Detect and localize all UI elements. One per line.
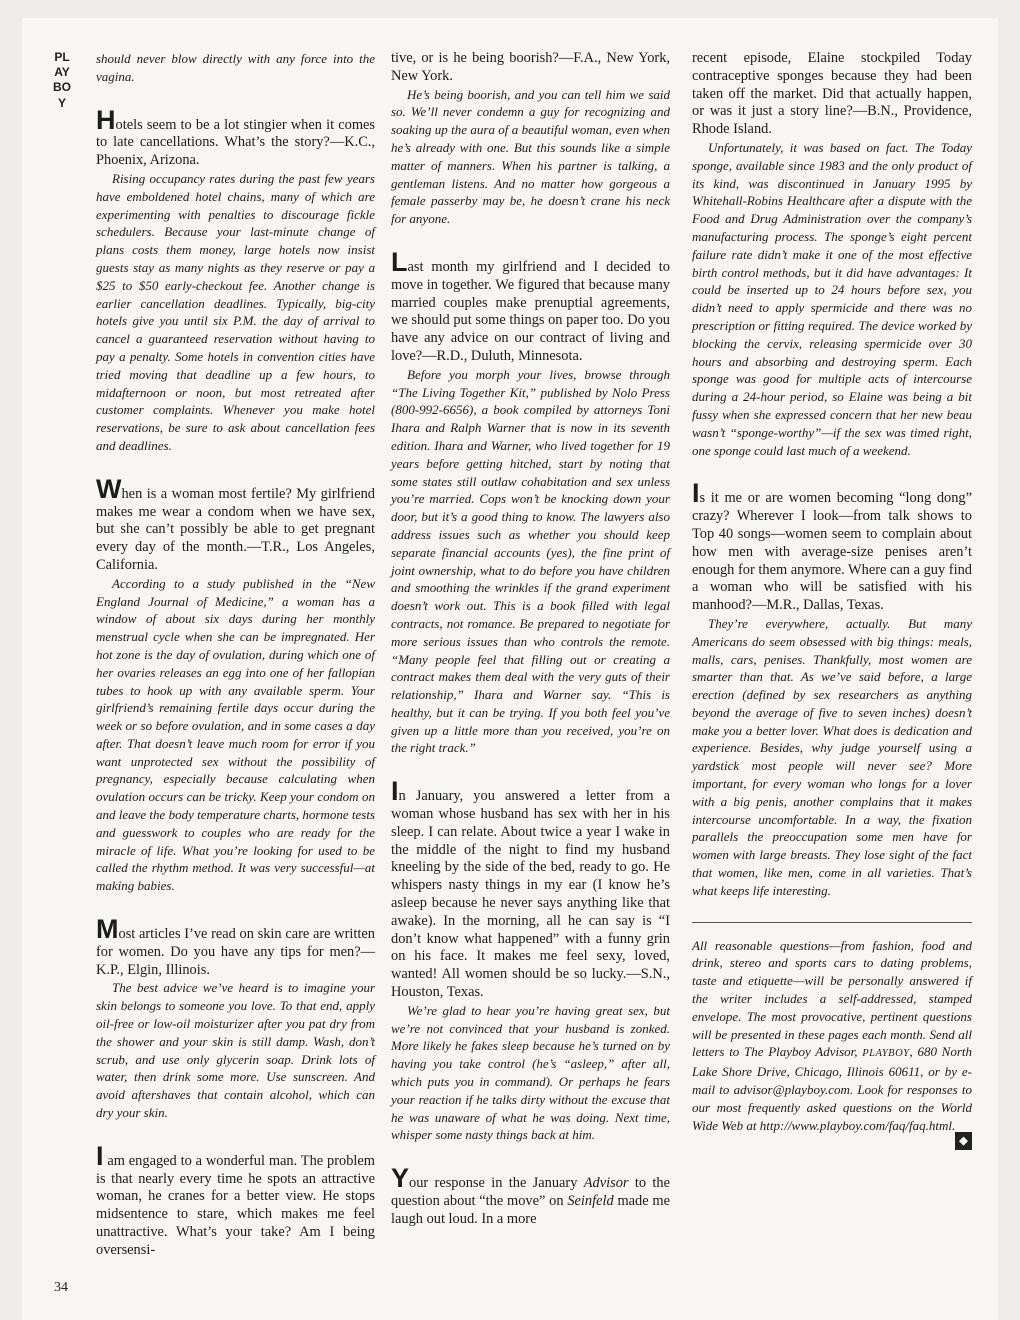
rabbit-head-logo-icon: ◆: [955, 1132, 972, 1150]
letter-engaged-continued: tive, or is he being boorish?—F.A., New York, New York.: [391, 50, 670, 84]
magazine-page: [22, 18, 998, 1320]
drop-cap: Y: [391, 1163, 410, 1194]
page-number: 34: [54, 1280, 68, 1295]
answer-long-dong: They’re everywhere, actually. But many Americans do seem obsessed with big things: meals, malls, cars, penises. Thankfully, most women are smarter than that. As we’ve said before, a large erection (defined by sex researchers as anything beyond the average of five to seven inches) doesn’t make you a better lover. What does is dedication and experience. Besides, why judge yourself using a yardstick most people will never see? More important, for every woman who longs for a lover with a big penis, another complains that it makes intercourse uncomfortable. In a way, the fixation parallels the preoccupation some men have for women with large breasts. They lose sight of the fact that women, like men, come in all varieties. That’s what keeps life interesting.: [692, 615, 972, 898]
answer-engaged: He’s being boorish, and you can tell him we said so. We’ll never condemn a guy for recognizing and soaking up the aura of a beautiful woman, even when he’s already with one. But this sounds like a simple matter of manners. When his partner is talking, a gentleman listens. And no matter how gorgeous a female passerby may be, he doesn’t crane his neck for anyone.: [391, 86, 670, 227]
letter-text-italic: Advisor: [583, 1175, 629, 1192]
letter-text: otels seem to be a lot stingier when it comes to late cancellations. What’s the story?—K.C., Phoenix, Arizona.: [96, 116, 375, 169]
letter-hotel: [96, 104, 375, 170]
letter-sleep-sex: [391, 776, 670, 1002]
letter-text-italic: Seinfeld: [567, 1193, 614, 1210]
drop-cap: I: [692, 478, 700, 509]
answer-fertile: According to a study published in the “New England Journal of Medicine,” a woman has a window of about six days during her monthly menstrual cycle when she can be impregnated. Her hot zone is the day of ovulation, during which one of her ovaries releases an egg into one of her fallopian tubes to hook up with any available sperm. Your girlfriend’s remaining fertile days occur during the week or so before ovulation, and in some cases a day after. That doesn’t leave much room for error if you want unprotected sex without the possibility of pregnancy, especially because calculating when ovulation occurs can be tricky. Keep your condom on and leave the body temperature charts, hormone tests and guesswork to couples who are ready for the miracle of life. What you’re looking for used to be called the rhythm method. It was very successful—at making babies.: [96, 575, 375, 894]
answer-sleep-sex: We’re glad to hear you’re having great sex, but we’re not convinced that your husband is zonked. More likely he fakes sleep because he’s turned on by having you take control (he’s “asleep,” after all, which puts you in command). Or perhaps he fears your reaction if he talks dirty without the excuse that he was unaware of what he was doing. Next time, whisper some nasty things back at him.: [391, 1002, 670, 1143]
answer-sponge: Unfortunately, it was based on fact. The Today sponge, available since 1983 and the only product of its kind, was discontinued in January 1995 by Whitehall-Robins Healthcare after a dispute with the Food and Drug Administration over the company’s manufacturing process. The sponge’s eight percent failure rate didn’t make it one of the most effective birth control methods, but it did have advantages: It could be inserted up to 24 hours before sex, you didn’t need to apply spermicide and there was no prescription or fitting required. The device worked by blocking the cervix, releasing spermicide over 30 hours and absorbing and destroying sperm. Each sponge was good for multiple acts of intercourse during a 24-hour period, so Elaine was being a bit fussy when she expressed concern that her new beau wasn’t “sponge-worthy”—if the sex was timed right, one sponge could last much of a weekend.: [692, 139, 972, 458]
letter-text: our response in the January: [409, 1175, 584, 1192]
letter-long-dong: [692, 478, 972, 615]
letter-text: ast month my girlfriend and I decided to move in together. We figured that because many married couples make prenuptial agreements, we should put some things on paper too. Do you have any advice on our contract of living and love?—R.D., Duluth, Minnesota.: [391, 258, 670, 364]
drop-cap: M: [96, 914, 119, 945]
answer-continued: should never blow directly with any force into the vagina.: [96, 51, 375, 84]
letter-skin-care: [96, 914, 375, 979]
letter-text: am engaged to a wonderful man. The problem is that nearly every time he spots an attractive woman, he cranes for a better view. He stops midsentence to stare, which makes me feel unattractive. What’s your take? Am I being oversensi-: [96, 1152, 375, 1258]
submission-info: [692, 937, 972, 1135]
column-1: [96, 50, 375, 1260]
letter-text: ost articles I’ve read on skin care are written for women. Do you have any tips for men?—K.P., Elgin, Illinois.: [96, 926, 375, 978]
letter-text: to the question about “the move” on: [391, 1175, 670, 1210]
letter-text: s it me or are women becoming “long dong” crazy? Wherever I look—from talk shows to Top 40 songs—women seem to complain about how men with average-size penises aren’t enough for them anymore. Where can a guy find a woman who will be satisfied with his manhood?—M.R., Dallas, Texas.: [692, 490, 972, 614]
answer-skin-care: The best advice we’ve heard is to imagine your skin belongs to someone you love. To that end, apply oil-free or low-oil moisturizer after you pat dry from the shower and your skin is still damp. Wash, don’t scrub, and use only glycerin soap. Drink lots of water, then drink some more. Use sunscreen. And avoid aftershaves that contain alcohol, which can dry your skin.: [96, 980, 375, 1121]
drop-cap: I: [391, 776, 399, 807]
letter-engaged: [96, 1140, 375, 1260]
letter-seinfeld-continued: recent episode, Elaine stockpiled Today contraceptive sponges because they had been taken off the market. Did that actually happen, or was it just a story line?—B.N., Providence, Rhode Island.: [692, 50, 972, 138]
column-3: [692, 50, 972, 1148]
logo-row: [692, 1134, 972, 1148]
letter-living-together: [391, 246, 670, 366]
letter-text: hen is a woman most fertile? My girlfriend makes me wear a condom when we have sex, but she can’t possibly be able to get pregnant every day of the month.—T.R., Los Angeles, California.: [96, 485, 375, 573]
letter-fertile: [96, 473, 375, 575]
divider: [692, 922, 972, 923]
answer-living-together: Before you morph your lives, browse through “The Living Together Kit,” published by Nolo Press (800-992-6656), a book compiled by attorneys Toni Ihara and Ralph Warner that is now in its seventh edition. Ihara and Warner, who lived together for 19 years before getting hitched, start by noting that some states still outlaw cohabitation and sex unless you’re married. Cops won’t be knocking down your door, but it’s a good thing to know. The lawyers also address issues such as whether you should keep separate financial accounts (yes), the fine print of joint ownership, what to do before you have children and smoothing the wrinkles if the grand experiment doesn’t work out. This is a book filled with legal contracts, not romance. Be prepared to negotiate for more serious issues than who controls the remote. “Many people feel that filling out or creating a contract makes them deal with the very guts of their relationship,” Ihara and Warner say. “This is healthy, but it can be trying. If you both feel you’ve given up a little more than you received, you’re on the right track.”: [391, 366, 670, 756]
letter-seinfeld: [391, 1163, 670, 1228]
drop-cap: W: [96, 473, 122, 504]
drop-cap: H: [96, 104, 116, 135]
drop-cap: I: [96, 1140, 104, 1171]
answer-hotel: Rising occupancy rates during the past few years have emboldened hotel chains, many of which are experimenting with penalties to discourage fickle schedulers. Because your last-minute change of plans costs them money, large hotels now insist guests stay as many nights as they reserve or pay a $25 to $50 early-checkout fee. Another change is earlier cancellation deadlines. Typically, big-city hotels give you until six P.M. the day of arrival to cancel a guaranteed reservation without having to pay a penalty. Some hotels in convention cities have tried moving that deadline up a few hours, to midafternoon or noon, but most retreated after customer complaints. Whenever you make hotel reservations, be sure to ask about cancellation fees and deadlines.: [96, 170, 375, 453]
letter-text: made me laugh out loud. In a more: [391, 1193, 670, 1227]
column-2: [391, 50, 670, 1229]
running-head: [52, 50, 72, 111]
small-caps-text: PLAYBOY: [862, 1048, 910, 1060]
submission-text: , 680 North Lake Shore Drive, Chicago, Illinois 60611, or by e-mail to advisor@playboy.com. Look for responses to our most frequently asked questions on the World Wide Web at http://www.playboy.com/faq/faq.html.: [692, 1044, 972, 1133]
drop-cap: L: [391, 246, 408, 277]
running-head-text: PLAYBOY: [53, 50, 71, 110]
letter-text: n January, you answered a letter from a woman whose husband has sex with her in his sleep. I can relate. About twice a year I wake in the middle of the night to find my husband kneeling by the side of the bed, ready to go. He whispers nasty things in my ear (I know he’s asleep because he never says anything like that awake). In the morning, all he can say is “I don’t know what happened” with a funny grin on his face. It makes me feel sexy, loved, wanted! All women should be so lucky.—S.N., Houston, Texas.: [391, 788, 670, 1001]
submission-text: All reasonable questions—from fashion, food and drink, stereo and sports cars to dating problems, taste and etiquette—will be personally answered if the writer includes a self-addressed, stamped envelope. The most provocative, pertinent questions will be presented in these pages each month. Send all letters to The Playboy Advisor,: [692, 937, 972, 1060]
